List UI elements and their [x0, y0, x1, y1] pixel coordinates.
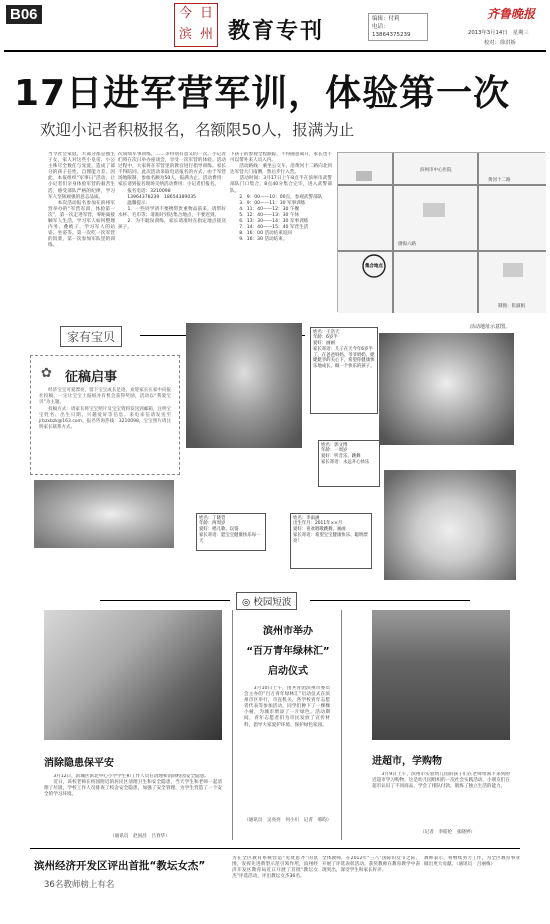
- campus-photo-left: [44, 610, 222, 740]
- campus-banner: [236, 592, 297, 610]
- page-number: B06: [6, 5, 42, 24]
- mid-story-text: 3月10日上午，由共青团滨州市委员会主办的“百万青年绿林汇”启动仪式在滨州市区举行，市直机关、各学校青年志愿者代表等参加活动，同学们种下了一棵棵小树，为城市增添了一片绿色。活动期间，青年志愿者们为市民发放了宣传材料，倡导大家爱护环境、保护绿色家园。: [244, 686, 330, 728]
- left-story-text: 3月12日，滨城区滨北中心小学学生和工作人员在清理和消除校园安全隐患。 近日，该校老师在校园附近的居民区清理卫生和安全隐患，当天学生和老师一起清理了垃圾，学校工作人员排查了校舍安全隐患，加强了安全管理，为学生营造了一个安全的学习环境。: [44, 774, 222, 798]
- article-column-2: 次成绩军事训练，……等特别有意义的一次。小记者们将在次日举办座谈会，享受一次军营的体验。活动过程中，大家将在军营里的教官进行指导训练。家长不得陪同。此次活动采取电话报名的方式，由于军营场地限制，参加名额为50人，报满为止。活动费用：家长请到报名现场交纳活动费用：小记者们报名。 报名电话：3210098 13964378239 18654389035 温馨提示： 1．一些同学请不要携带贵重物品前来，请带好水杯、毛巾等；请准时到达集合地点，不要迟到。 2．为不耽误训练，家长请准时在指定地点接送孩子。: [118, 152, 226, 231]
- right-story-title: 进超市，学购物: [372, 756, 442, 767]
- left-story-title: 消除隐患保平安: [44, 758, 114, 769]
- mid-story-title: 启动仪式: [268, 666, 308, 677]
- subheadline: 欢迎小记者积极报名，名额限50人，报满为止: [40, 121, 355, 139]
- campus-rule: [310, 600, 470, 601]
- proofreader: 校对：徐洪娇: [484, 40, 516, 46]
- paper-name: 齐鲁晚报: [487, 7, 536, 21]
- map-credit: 制图：崔淑娟: [498, 304, 525, 309]
- circle-icon: ◎: [242, 597, 251, 608]
- flower-icon: ✿: [41, 366, 52, 381]
- baby-caption: 姓名：李雨涵 出生年月：2011年××月 爱好：喜欢唱歌跳舞、画画 家长寄语：希望宝宝健康快乐、聪明漂亮！: [290, 513, 372, 569]
- issue-date: 2013年3月14日 星期三: [468, 30, 529, 36]
- notice-title: 征稿启事: [65, 370, 118, 385]
- route-map: [337, 152, 545, 312]
- map-label: 黄河十二路: [488, 178, 511, 183]
- mid-story-title: “百万青年绿林汇”: [246, 646, 330, 657]
- campus-banner-label: 校园短波: [253, 597, 292, 608]
- map-drawing: [338, 153, 546, 313]
- right-story-credit: （记者 李皓伦 张晓婷）: [420, 830, 476, 835]
- campus-rule: [100, 600, 230, 601]
- logo: [174, 3, 218, 47]
- baby-photo: [379, 333, 514, 445]
- map-label: 滨州市中心医院: [420, 168, 452, 173]
- campus-photo-right: [372, 610, 510, 740]
- editor-phone: 电话：13864375239: [372, 24, 411, 38]
- article-column-3: 下孩子的参观全程跟踪，不得随意离开，家长也不可以带外来人员入内。 活动路线：乘坐公交车，沿黄河十二路向北到达军营大门南侧，然后步行入营。 活动时间：3月17日上午8点半在滨州市武警部队门口集合，8点40分集合完毕，进入武警部队。 2．9：00——10：00点，参观武警部队 3．9：00——11：30 军事训练 4．11：40——12：30 午餐 5．12：40——13：30 午休 6．13：30——14：30 军事训练 7．14：40——15：40 军营生活 8．16：00 活动结束返回 9．16：30 活动结束。: [230, 152, 332, 243]
- baby-photo: [384, 470, 516, 580]
- baby-photo: [186, 323, 302, 448]
- right-story-text: 3月9日上午，滨州市实验幼儿园的孩子们在老师带领下来到附近超市学习购物，这是幼儿园组织的一次社会实践活动，小朋友们在超市认识了不同商品，学会了排队付款，锻炼了独立生活的能力。: [372, 772, 510, 790]
- bottom-rule: [30, 848, 520, 849]
- bottom-subtitle: 36名教师榜上有名: [44, 880, 115, 890]
- editor-info: [368, 13, 428, 41]
- section-title: 教育专刊: [228, 18, 325, 44]
- headline: 17日进军营军训，体验第一次: [14, 73, 511, 114]
- mid-story-title: 滨州市举办: [263, 626, 313, 637]
- mid-story-credit: （通讯员 吴亮亮 何小川 记者 邢昀）: [244, 818, 332, 823]
- baby-banner: 家有宝贝: [60, 326, 122, 347]
- notice-box: [30, 355, 180, 475]
- map-caption: 活动地址示意图。: [470, 324, 511, 330]
- bottom-column-3: 教师表示，将继续努力工作，为全区教育事业做出更大贡献。（通讯员 吕丽梅）: [424, 856, 520, 868]
- editor-name: 编辑：付莉: [372, 16, 400, 22]
- header-rule: [4, 50, 546, 52]
- baby-caption: 姓名：丁晓萱 年龄：两周岁 爱好：唱儿歌、玩耍 家长寄语：愿宝宝健康快乐每一天: [196, 513, 266, 551]
- notice-text: 经济宝宝可爱漂亮，留下宝宝成长足迹，欢迎家长在家中向报社投稿，一定让宝宝上报纸并有机会获得奖励，活动以“我爱宝贝”为主题。 投稿方式：请家长将宝宝照片及宝宝资料发送到邮箱，注明宝宝姓名、出生日期、兴趣爱好等信息。来电来信请发送至jrbzxbzk@163.com。报名咨询热线：3210098，宝宝照片请注明家长联系方式。: [39, 388, 171, 431]
- page-header: [0, 0, 550, 52]
- article-column-1: 当今社会家庭，大部分都是独生子女，家人对这些小皇帝、小公主殊尽全数任与宠爱，造成了部分的孩子任性、自理能力差，因此，本报组织“军事日”活动，让小记者们亲身体验军营的艰苦生活，感受部队严格的纪律，学习军人坚韧顽强的意志品质。 本次活动报名参加在滨州军营举办的“军营军训，体验第一次”，第一次走进军营，零距离接触军人生活，学习军人如何整理内务、叠被子，学习军人的站姿、坐姿等。第一次吃一次军营的饭菜，第一次参加军队里的训练。: [48, 152, 115, 249]
- bottom-column-2: 全体教师，在2012年“三八”国际妇女节之际，开展了评选表彰活动。获奖教师在教育教学中表现突出，深受学生和家长好评。: [322, 856, 420, 874]
- logo-char: 日: [199, 6, 213, 21]
- logo-char: 滨: [178, 27, 192, 42]
- baby-caption: 姓名：郭文博 年龄：一周岁 爱好：听音乐、跳舞 家长寄语：永远开心快乐: [318, 440, 380, 487]
- baby-caption: 姓名：王浩天 年龄：6岁半 爱好：画画 家长寄语：儿子在天今年6岁半了，在爸爸妈妈、爷爷奶奶、姥姥姥爷的关心下，希望你健康快乐地成长，做一个快乐的孩子。: [310, 327, 378, 414]
- left-story-credit: （通讯员 赵国昌 吕春华）: [110, 834, 170, 839]
- map-label: 渤海六路: [398, 242, 416, 247]
- bottom-column-1: 为在全区教育系统营造“见贤思齐”的氛围，发挥先进典型示范引领作用，滨州经济开发区教育局近日开展了首批“教坛女杰”评选活动，评出教坛女杰36名。: [232, 856, 318, 880]
- bottom-title: 滨州经济开发区评出首批“教坛女杰”: [34, 860, 206, 872]
- logo-char: 州: [199, 27, 213, 42]
- baby-photo: [34, 480, 174, 548]
- map-label: 集合地点: [365, 264, 383, 269]
- logo-char: 今: [178, 6, 192, 21]
